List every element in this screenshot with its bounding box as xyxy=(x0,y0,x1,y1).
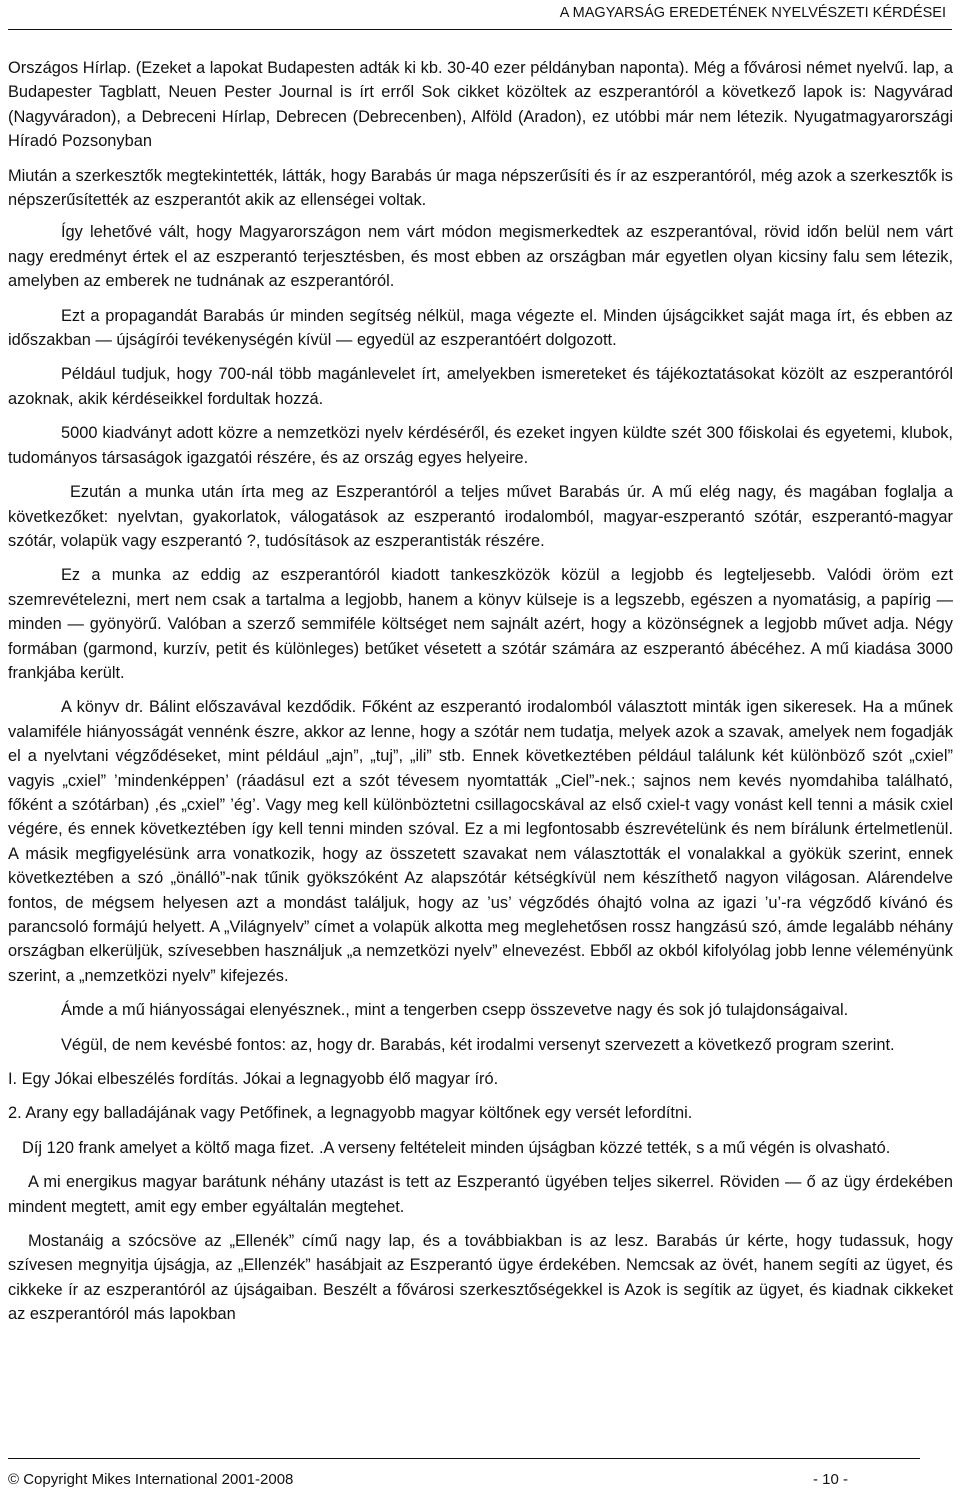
footer-rule xyxy=(8,1458,920,1459)
paragraph: A mi energikus magyar barátunk néhány utazást is tett az Eszperantó ügyében teljes sikerrel. Röviden — ő az ügy érdekében mindent megtett, amit egy ember egyáltalán megtehet. xyxy=(8,1173,953,1216)
paragraph: Ezután a munka után írta meg az Eszperantóról a teljes művet Barabás úr. A mű elég nagy, és magában foglalja a következőket: nyelvtan, gyakorlatok, válogatások az eszperantó irodalomból, magyar-eszperantó szótár, eszperantó-magyar szótár, volapük vagy eszperantó ?, tudósítások az eszperantisták részére. xyxy=(8,483,953,550)
paragraph: I. Egy Jókai elbeszélés fordítás. Jókai a legnagyobb élő magyar író. xyxy=(8,1070,499,1089)
paragraph: A könyv dr. Bálint előszavával kezdődik. Főként az eszperantó irodalomból választott minták igen sikeresek. Ha a műnek valamiféle hiányosságát vennénk észre, akkor az lenne, hogy a szótár nem tudatja, melyek azok a szavak, amelyek nem fogadják el a nyelvtani végződéseket, mint például „ajn”, „tuj”, „ili” stb. Ennek következtében például találunk két különböző szót „cxiel” vagyis „cxiel” ’mindenképpen’ (ráadásul ezt a szót tévesem nyomtatták „Ciel”-nek.; sajnos nem kevés nyomdahiba található, főként a szótárban) ,és „cxiel” ’ég’. Vagy meg kell különböztetni csillagocskával az első cxiel-t vagy vonást kell tenni a másik cxiel végére, és ennek következtében így kell tenni minden szóval. Ez a mi legfontosabb észrevételünk és nem bírálunk értelmetlenül. A másik megfigyelésünk arra vonatkozik, hogy az összetett szavakat nem választották el vonalakkal a gyökük szerint, ennek következtében a szó „önálló”-nak tűnik gyökszóként Az alapszótár kétségkívül nem készíthető nagyon világosan. Alárendelve fontos, de mégsem helyesen azt a mondást találjuk, hogy az ’us’ végződés óhajtó volna az igazi ’u’-ra végződő kívánó és parancsoló formájú helyett. A „Világnyelv” címet a volapük alkotta meg meglehetősen rossz hangzású szó, ámde legalább néhány országban elkerüljük, szívesebben használjuk „a nemzetközi nyelv” elnevezést. Ebből az okból kifolyólag jobb lenne véleményünk szerint, a „nemzetközi nyelv” kifejezés. xyxy=(8,698,953,985)
paragraph: Országos Hírlap. (Ezeket a lapokat Budapesten adták ki kb. 30-40 ezer példányban naponta). Még a fővárosi német nyelvű. lap, a Budapester Tagblatt, Neuen Pester Journal is írt erről Sok cikket közöltek az eszperantóról a következő lapok is: Nagyvárad (Nagyváradon), a Debreceni Hírlap, Debrecen (Debrecenben), Alföld (Aradon), ez utóbbi már nem létezik. Nyugatmagyarországi Híradó Pozsonyban xyxy=(8,59,953,151)
paragraph: Így lehetővé vált, hogy Magyarországon nem várt módon megismerkedtek az eszperantóval, rövid időn belül nem várt nagy eredményt értek el az eszperantó terjesztésben, és most ebben az országban már egyetlen olyan kicsiny falu sem létezik, amelyben az emberek ne tudnának az eszperantóról. xyxy=(8,223,953,291)
paragraph: Díj 120 frank amelyet a költő maga fizet. .A verseny feltételeit minden újságban közzé tették, s a mű végén is olvasható. xyxy=(22,1138,891,1157)
paragraph: Mostanáig a szócsöve az „Ellenék” című nagy lap, és a továbbiakban is az lesz. Barabás úr kérte, hogy tudassuk, hogy szívesen megnyitja újságja, az „Ellenzék” hasábjait az Eszperantó ügye érdekében. Nemcsak az övét, hanem segíti az ügyet, és cikkeke ír az eszperantóról az újságaiban. Beszélt a fővárosi szerkesztőségekkel is Azok is segítik az ügyet, és kiadnak cikkeket az eszperantóról más lapokban xyxy=(8,1232,953,1324)
header-title: A MAGYARSÁG EREDETÉNEK NYELVÉSZETI KÉRDÉSEI xyxy=(559,5,946,21)
paragraph: 2. Arany egy balladájának vagy Petőfinek, a legnagyobb magyar költőnek egy versét lefordítni. xyxy=(8,1104,693,1123)
page-number: - 10 - xyxy=(812,1471,848,1488)
paragraph: Ez a munka az eddig az eszperantóról kiadott tankeszközök közül a legjobb és legteljesebb. Valódi öröm ezt szemrevételezni, mert nem csak a tartalma a legjobb, hanem a könyv külseje is a legszebb, egészen a nyomatásig, a papírig — minden — gyönyörű. Valóban a szerző semmiféle költséget nem sajnált azért, hogy a közönségnek a legjobb művet adja. Négy formában (garmond, kurzív, petit és különleges) betűket vésetett a szótár számára az eszperantó ábécéhez. A mű kiadása 3000 frankjába került. xyxy=(8,566,953,682)
paragraph: Például tudjuk, hogy 700-nál több magánlevelet írt, amelyekben ismereteket és tájékoztatásokat közölt az eszperantóról azoknak, akik kérdéseikkel fordultak hozzá. xyxy=(8,365,953,408)
running-header xyxy=(8,0,946,30)
body-text xyxy=(8,56,953,1327)
paragraph: 5000 kiadványt adott közre a nemzetközi nyelv kérdéséről, és ezeket ingyen küldte szét 300 főiskolai és egyetemi, klubok, tudományos társaságok igazgatói részére, és az ország egyes helyeire. xyxy=(8,424,953,467)
paragraph: Miután a szerkesztők megtekintették, látták, hogy Barabás úr maga népszerűsíti és ír az eszperantóról, még azok a szerkesztők is népszerűsítették az eszperantót akik az ellenségei voltak. xyxy=(8,166,953,210)
header-rule xyxy=(8,29,952,30)
paragraph: Ámde a mű hiányosságai elenyésznek., mint a tengerben csepp összevetve nagy és sok jó tulajdonságaival. xyxy=(61,1001,849,1020)
paragraph: Ezt a propagandát Barabás úr minden segítség nélkül, maga végezte el. Minden újságcikket saját maga írt, és ebben az időszakban — újságírói tevékenységén kívül — egyedül az eszperantóért dolgozott. xyxy=(8,306,953,350)
page-footer xyxy=(8,1470,848,1490)
copyright-notice: © Copyright Mikes International 2001-2008 xyxy=(8,1471,294,1488)
paragraph: Végül, de nem kevésbé fontos: az, hogy dr. Barabás, két irodalmi versenyt szervezett a következő program szerint. xyxy=(61,1035,895,1054)
